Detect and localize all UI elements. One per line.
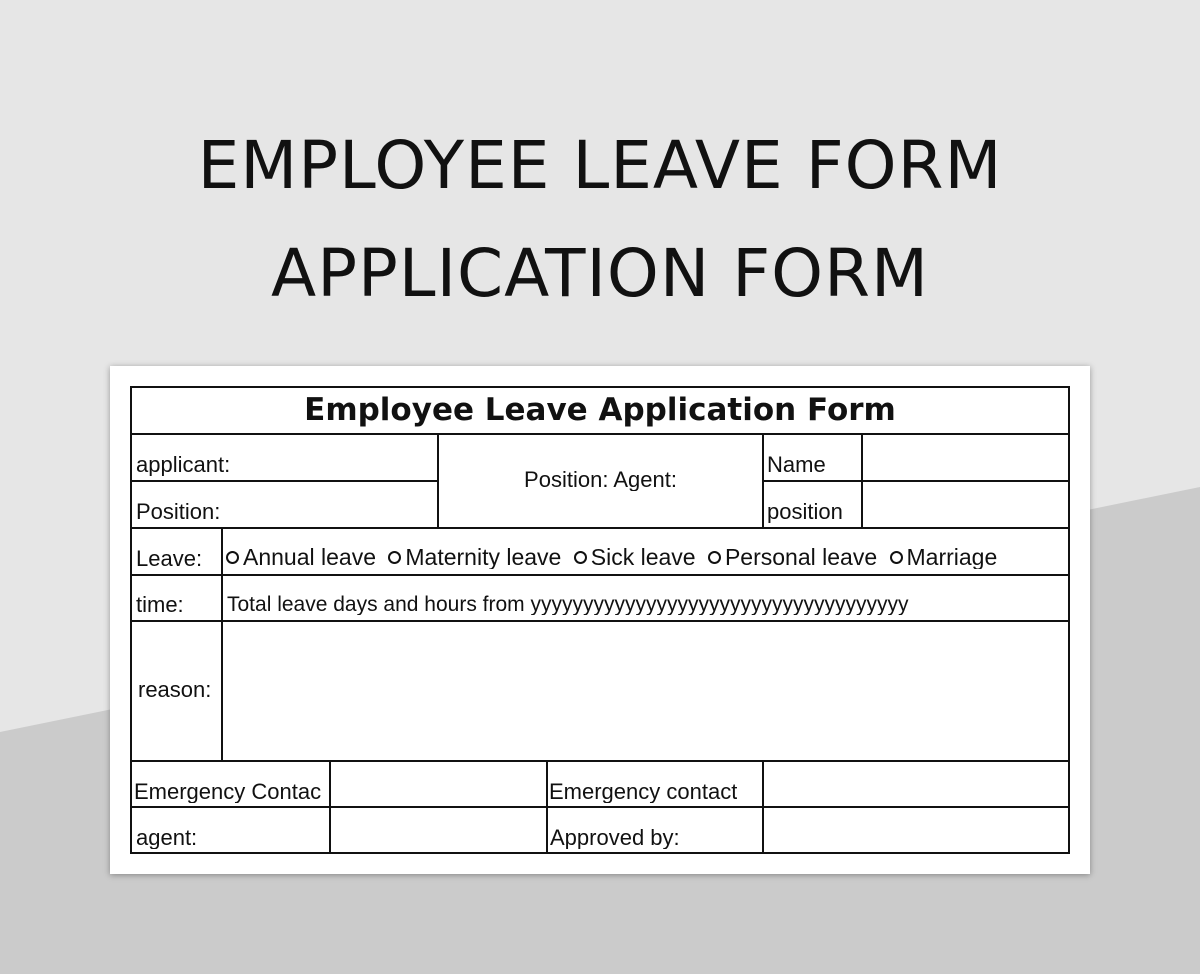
row-divider bbox=[132, 480, 438, 482]
position-agent-label: Position: Agent: bbox=[524, 469, 677, 491]
position-small-label: position bbox=[767, 501, 843, 523]
col-divider bbox=[762, 433, 764, 529]
applicant-label: applicant: bbox=[136, 454, 231, 476]
leave-options bbox=[224, 546, 1068, 569]
banner-title-line1: EMPLOYEE LEAVE FORM bbox=[197, 127, 1003, 204]
leave-option-personal[interactable]: Personal leave bbox=[706, 546, 877, 569]
reason-label: reason: bbox=[138, 679, 212, 701]
radio-circle-icon[interactable] bbox=[226, 551, 239, 564]
agent-label: agent: bbox=[136, 827, 198, 849]
row-divider bbox=[762, 480, 1068, 482]
col-divider bbox=[546, 760, 548, 854]
leave-option-marriage[interactable]: Marriage bbox=[888, 546, 998, 569]
emergency-contact-field-2[interactable] bbox=[764, 762, 1066, 805]
radio-circle-icon[interactable] bbox=[574, 551, 587, 564]
name-label: Name bbox=[767, 454, 826, 476]
radio-circle-icon[interactable] bbox=[708, 551, 721, 564]
leave-option-sick[interactable]: Sick leave bbox=[572, 546, 696, 569]
leave-option-maternity[interactable]: Maternity leave bbox=[386, 546, 561, 569]
banner-title-line2: APPLICATION FORM bbox=[271, 235, 929, 312]
time-text: Total leave days and hours from yyyyyyyyyyyyyyyyyyyyyyyyyyyyyyyyyyyy bbox=[227, 594, 909, 615]
radio-circle-icon[interactable] bbox=[890, 551, 903, 564]
radio-circle-icon[interactable] bbox=[388, 551, 401, 564]
leave-application-form bbox=[130, 386, 1070, 854]
emergency-contact-field[interactable] bbox=[331, 762, 545, 805]
reason-field[interactable] bbox=[224, 622, 1066, 759]
emergency-contact-label: Emergency Contac bbox=[134, 781, 322, 803]
col-divider bbox=[221, 527, 223, 762]
row-divider bbox=[132, 574, 1068, 576]
col-divider bbox=[861, 433, 863, 529]
emergency-contact-label-2: Emergency contact bbox=[549, 781, 738, 803]
agent-field[interactable] bbox=[331, 808, 545, 853]
row-divider bbox=[132, 433, 1068, 435]
position-label: Position: bbox=[136, 501, 221, 523]
time-label: time: bbox=[136, 594, 184, 616]
leave-label: Leave: bbox=[136, 548, 203, 570]
row-divider bbox=[132, 527, 1068, 529]
approved-by-field[interactable] bbox=[764, 808, 1066, 853]
form-title: Employee Leave Application Form bbox=[304, 392, 896, 428]
approved-by-label: Approved by: bbox=[550, 827, 680, 849]
leave-option-annual[interactable]: Annual leave bbox=[224, 546, 376, 569]
